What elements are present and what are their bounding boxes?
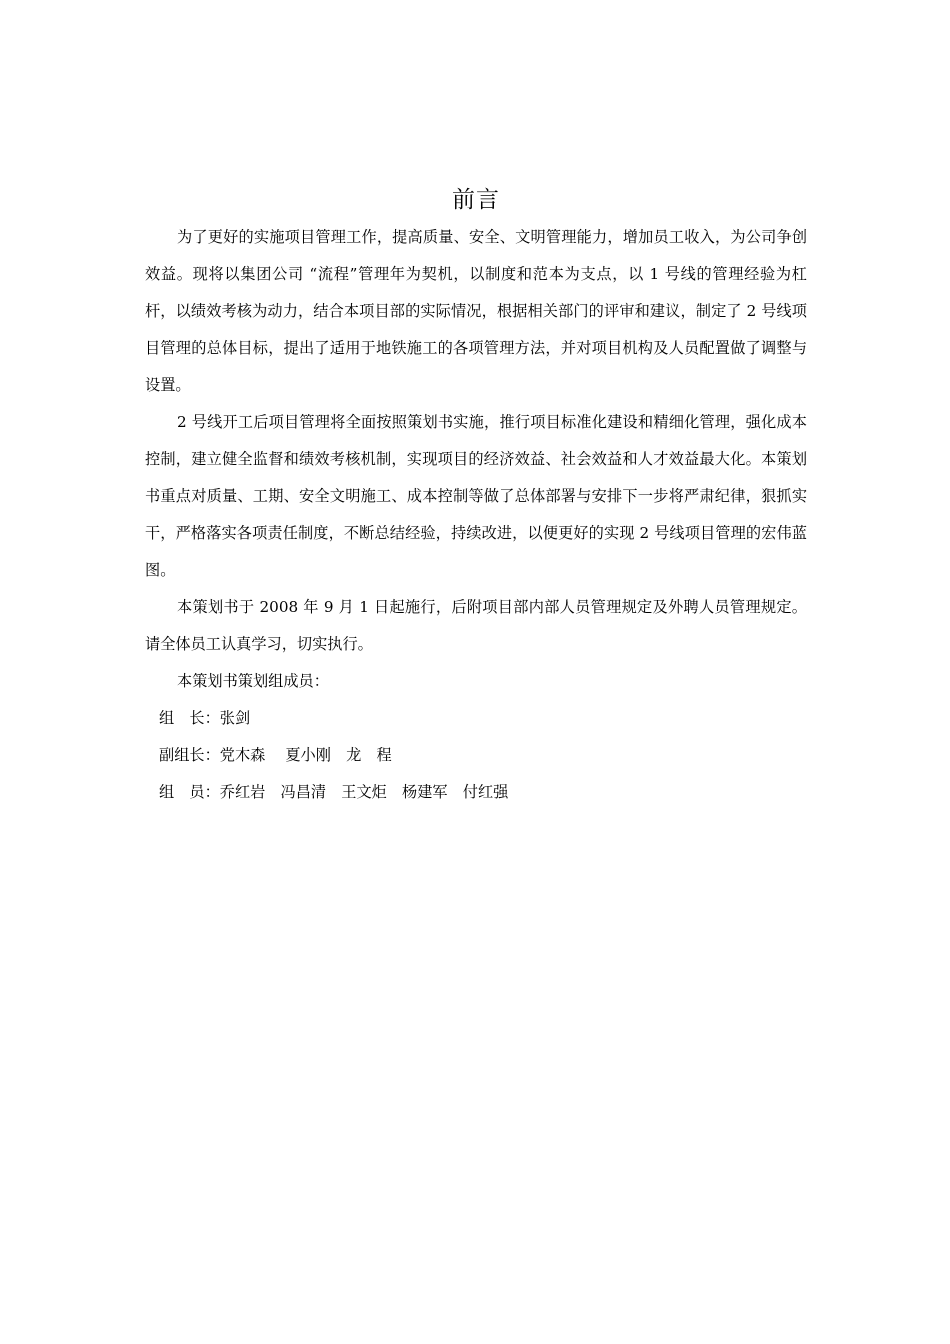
document-body [145,183,807,811]
member-deputy-leaders: 副组长：党木森 夏小刚 龙 程 [159,746,392,764]
member-leader: 组 长：张剑 [159,709,251,727]
paragraph-effective-date: 本策划书于 2008 年 9 月 1 日起施行，后附项目部内部人员管理规定及外聘人员管理规定。请全体员工认真学习，切实执行。 [145,598,807,653]
members-heading: 本策划书策划组成员： [177,672,329,690]
page-title: 前言 [452,187,500,213]
member-team-members: 组 员：乔红岩 冯昌清 王文炬 杨建军 付红强 [159,783,509,801]
paragraph-intro: 为了更好的实施项目管理工作，提高质量、安全、文明管理能力，增加员工收入，为公司争创效益。现将以集团公司 “流程”管理年为契机，以制度和范本为支点，以 1 号线的管理经验为杠杆，以绩效考核为动力，结合本项目部的实际情况，根据相关部门的评审和建议，制定了 2 号线项目管理的总体目标，提出了适用于地铁施工的各项管理方法，并对项目机构及人员配置做了调整与设置。 [145,228,807,394]
paragraph-line2: 2 号线开工后项目管理将全面按照策划书实施，推行项目标准化建设和精细化管理，强化成本控制，建立健全监督和绩效考核机制，实现项目的经济效益、社会效益和人才效益最大化。本策划书重点对质量、工期、安全文明施工、成本控制等做了总体部署与安排下一步将严肃纪律，狠抓实干，严格落实各项责任制度，不断总结经验，持续改进，以便更好的实现 2 号线项目管理的宏伟蓝图。 [145,413,807,579]
